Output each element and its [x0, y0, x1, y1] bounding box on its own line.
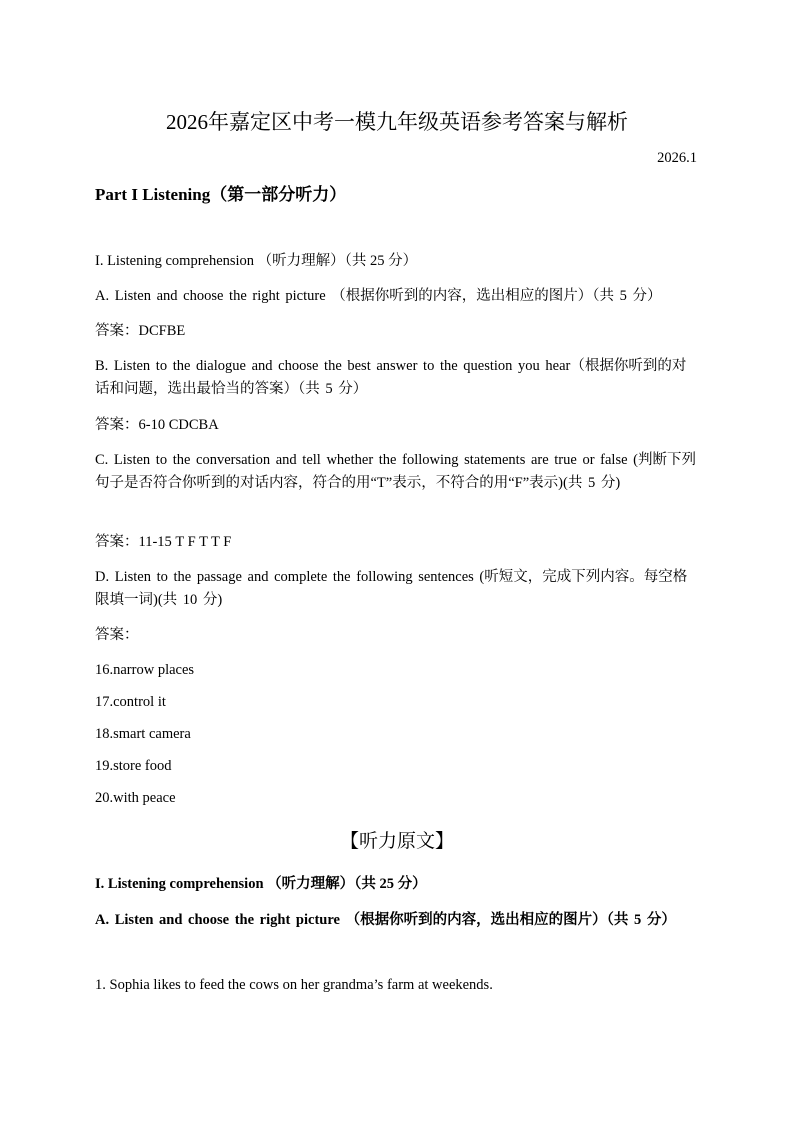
section-I-heading: I. Listening comprehension （听力理解）（共 25 分）	[95, 253, 418, 269]
section-D-instruction: D. Listen to the passage and complete the following sentences (听短文，完成下列内容。每空格限填一词)(共 10 分)	[95, 569, 688, 608]
answer-D-item: 19.store food	[95, 758, 172, 774]
answer-A: 答案：DCFBE	[95, 323, 186, 339]
answer-D-item: 16.narrow places	[95, 662, 195, 678]
transcript-section-I-heading: I. Listening comprehension （听力理解）（共 25 分）	[95, 876, 427, 892]
answer-B: 答案：6-10 CDCBA	[95, 417, 219, 433]
answer-D-item: 17.control it	[95, 694, 166, 710]
section-C-instruction: C. Listen to the conversation and tell whether the following statements are true or false (判断下列句子是否符合你听到的对话内容，符合的用“T”表示，不符合的用“F”表示)(共 5 分)	[95, 452, 696, 491]
document-title: 2026年嘉定区中考一模九年级英语参考答案与解析	[166, 110, 628, 134]
transcript-section-A-instruction: A. Listen and choose the right picture （根据你听到的内容，选出相应的图片）（共 5 分）	[95, 912, 676, 928]
document-date: 2026.1	[657, 150, 697, 166]
answer-D-item: 20.with peace	[95, 790, 176, 806]
part1-heading: Part I Listening（第一部分听力）	[95, 185, 347, 204]
section-A-instruction: A. Listen and choose the right picture （根据你听到的内容，选出相应的图片）（共 5 分）	[95, 288, 662, 304]
answer-D-label: 答案：	[95, 627, 139, 643]
answer-D-item: 18.smart camera	[95, 726, 191, 742]
answer-C: 答案：11-15 T F T T F	[95, 534, 232, 550]
section-B-instruction: B. Listen to the dialogue and choose the best answer to the question you hear（根据你听到的对话和问题，选出最恰当的答案）（共 5 分）	[95, 358, 687, 397]
transcript-item-1: 1. Sophia likes to feed the cows on her grandma’s farm at weekends.	[95, 977, 493, 993]
transcript-heading: 【听力原文】	[339, 831, 454, 852]
